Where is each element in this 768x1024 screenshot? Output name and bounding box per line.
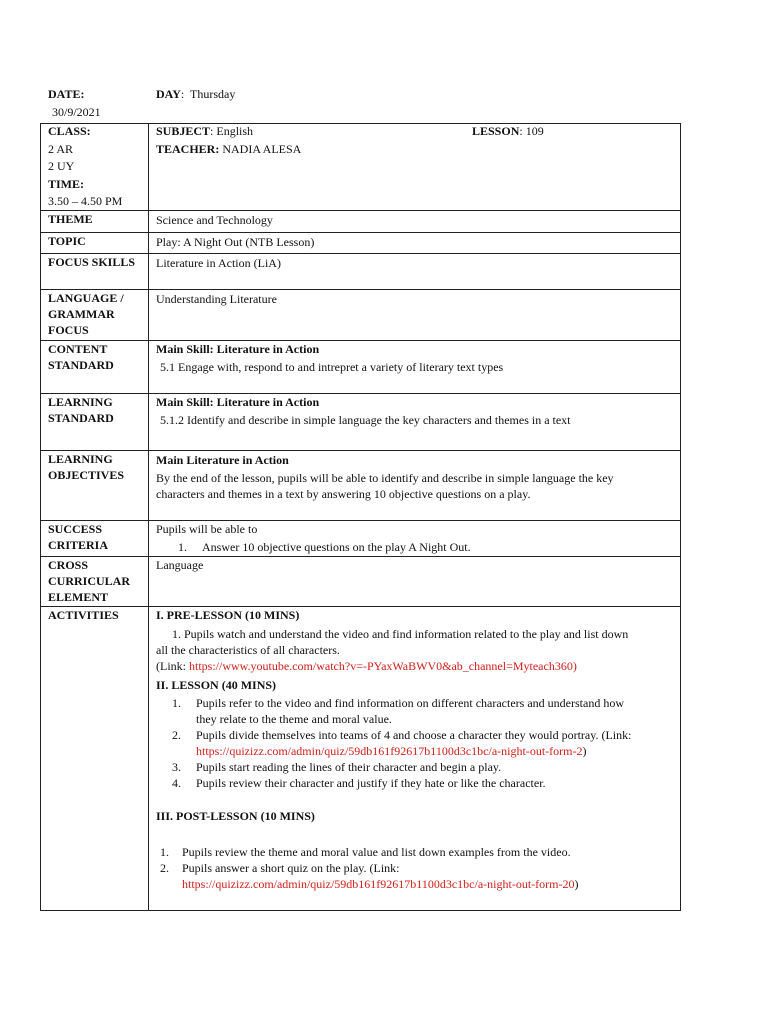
objectives-line-1: By the end of the lesson, pupils will be able to identify and describe in simple language the key bbox=[156, 471, 614, 485]
learning-standard-label-2: STANDARD bbox=[48, 411, 114, 425]
teacher-value: NADIA ALESA bbox=[219, 142, 302, 156]
language-label-2: GRAMMAR bbox=[48, 307, 115, 321]
topic-value: Play: A Night Out (NTB Lesson) bbox=[156, 235, 315, 249]
content-skill: Main Skill: Literature in Action bbox=[156, 342, 320, 356]
theme-value: Science and Technology bbox=[156, 213, 273, 227]
focus-skills-label: FOCUS SKILLS bbox=[48, 255, 136, 269]
lesson-label: LESSON bbox=[472, 124, 520, 138]
pre-lesson-line-1: 1. Pupils watch and understand the video and find information related to the play and list down bbox=[172, 627, 629, 641]
content-label-2: STANDARD bbox=[48, 358, 114, 372]
language-label-3: FOCUS bbox=[48, 323, 89, 337]
cross-label-1: CROSS bbox=[48, 558, 89, 572]
subject-label: SUBJECT bbox=[156, 124, 211, 138]
theme-label: THEME bbox=[48, 212, 93, 226]
language-label-1: LANGUAGE / bbox=[48, 291, 124, 305]
learning-standard-skill: Main Skill: Literature in Action bbox=[156, 395, 320, 409]
row-divider bbox=[40, 606, 681, 607]
post-link-line bbox=[182, 876, 578, 892]
subject-line bbox=[156, 123, 253, 139]
cross-value: Language bbox=[156, 558, 204, 572]
pre-lesson-title: I. PRE-LESSON (10 MINS) bbox=[156, 608, 300, 622]
post-link-suffix: ) bbox=[574, 877, 579, 891]
lesson-title: II. LESSON (40 MINS) bbox=[156, 678, 277, 692]
class-value-1: 2 AR bbox=[48, 142, 74, 156]
row-divider bbox=[40, 289, 681, 290]
row-divider bbox=[40, 556, 681, 557]
row-divider bbox=[40, 450, 681, 451]
focus-skills-value: Literature in Action (LiA) bbox=[156, 256, 281, 270]
cross-label-2: CURRICULAR bbox=[48, 574, 131, 588]
topic-label: TOPIC bbox=[48, 234, 86, 248]
class-label: CLASS: bbox=[48, 124, 91, 138]
row-divider bbox=[40, 253, 681, 254]
post-item-2-num: 2. bbox=[160, 861, 169, 875]
lesson-item-1-line-2: they relate to the theme and moral value. bbox=[196, 712, 392, 726]
lesson-item-2-line-1: Pupils divide themselves into teams of 4 and choose a character they would portray. (Link: bbox=[196, 728, 632, 742]
row-divider bbox=[40, 210, 681, 211]
pre-lesson-link-line bbox=[156, 658, 577, 674]
post-item-2-text: Pupils answer a short quiz on the play. (Link: bbox=[182, 861, 400, 875]
lesson-item-3-num: 3. bbox=[172, 760, 181, 774]
pre-lesson-link[interactable]: https://www.youtube.com/watch?v=-PYaxWaBWV0&ab_channel=Myteach360) bbox=[189, 659, 577, 673]
date-value: 30/9/2021 bbox=[52, 105, 101, 119]
cross-label-3: ELEMENT bbox=[48, 590, 109, 604]
lesson-link-suffix: ) bbox=[582, 744, 587, 758]
objectives-label-1: LEARNING bbox=[48, 452, 113, 466]
content-label-1: CONTENT bbox=[48, 342, 108, 356]
day-label: DAY bbox=[156, 87, 181, 101]
row-divider bbox=[40, 520, 681, 521]
success-item: Answer 10 objective questions on the play A Night Out. bbox=[202, 540, 471, 554]
time-label: TIME: bbox=[48, 177, 84, 191]
lesson-plan-table bbox=[40, 123, 681, 911]
date-label: DATE: bbox=[48, 87, 85, 101]
objectives-label-2: OBJECTIVES bbox=[48, 468, 125, 482]
success-label-1: SUCCESS bbox=[48, 522, 103, 536]
success-label-2: CRITERIA bbox=[48, 538, 109, 552]
row-divider bbox=[40, 393, 681, 394]
lesson-line bbox=[472, 123, 544, 139]
post-quiz-link[interactable]: https://quizizz.com/admin/quiz/59db161f92617b1100d3c1bc/a-night-out-form-20 bbox=[182, 877, 575, 891]
pre-lesson-line-2: all the characteristics of all characters. bbox=[156, 643, 340, 657]
lesson-item-1-num: 1. bbox=[172, 696, 181, 710]
post-item-1-text: Pupils review the theme and moral value and list down examples from the video. bbox=[182, 845, 571, 859]
lesson-item-2-num: 2. bbox=[172, 728, 181, 742]
day-value: Thursday bbox=[190, 87, 236, 101]
subject-value: : English bbox=[210, 124, 254, 138]
objectives-line-2: characters and themes in a text by answering 10 objective questions on a play. bbox=[156, 487, 531, 501]
lesson-quiz-link[interactable]: https://quizizz.com/admin/quiz/59db161f92617b1100d3c1bc/a-night-out-form-2 bbox=[196, 744, 583, 758]
teacher-line bbox=[156, 141, 301, 157]
learning-standard-label-1: LEARNING bbox=[48, 395, 113, 409]
lesson-value: : 109 bbox=[519, 124, 544, 138]
lesson-item-2-link-line bbox=[196, 743, 586, 759]
lesson-item-4-line-1: Pupils review their character and justify if they hate or like the character. bbox=[196, 776, 546, 790]
class-value-2: 2 UY bbox=[48, 159, 75, 173]
learning-standard-value: 5.1.2 Identify and describe in simple language the key characters and themes in a text bbox=[160, 413, 571, 427]
success-intro: Pupils will be able to bbox=[156, 522, 258, 536]
column-divider bbox=[148, 123, 149, 911]
activities-label: ACTIVITIES bbox=[48, 608, 119, 622]
time-value: 3.50 – 4.50 PM bbox=[48, 194, 123, 208]
content-value: 5.1 Engage with, respond to and intrepret a variety of literary text types bbox=[160, 360, 504, 374]
day-line: DAY: Thursday bbox=[156, 87, 236, 101]
success-item-num: 1. bbox=[178, 540, 187, 554]
lesson-item-4-num: 4. bbox=[172, 776, 181, 790]
row-divider bbox=[40, 340, 681, 341]
post-lesson-title: III. POST-LESSON (10 MINS) bbox=[156, 809, 315, 823]
lesson-item-3-line-1: Pupils start reading the lines of their character and begin a play. bbox=[196, 760, 502, 774]
pre-link-prefix: (Link: bbox=[156, 659, 189, 673]
post-item-1-num: 1. bbox=[160, 845, 169, 859]
objectives-skill: Main Literature in Action bbox=[156, 453, 289, 467]
language-value: Understanding Literature bbox=[156, 292, 277, 306]
row-divider bbox=[40, 232, 681, 233]
teacher-label: TEACHER: bbox=[156, 142, 220, 156]
lesson-item-1-line-1: Pupils refer to the video and find information on different characters and understand how bbox=[196, 696, 624, 710]
